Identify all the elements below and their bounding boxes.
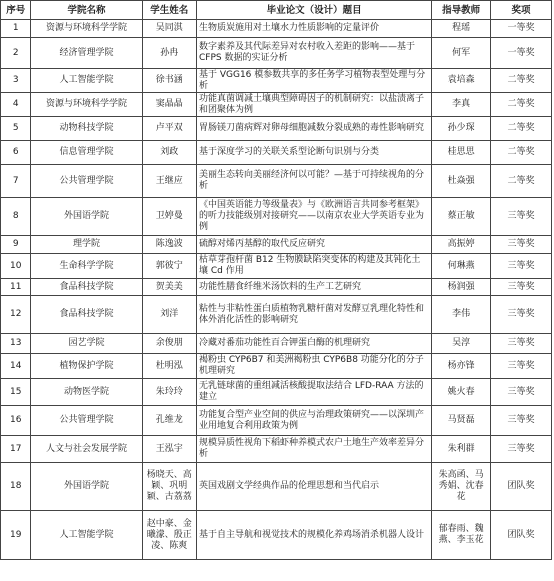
row-award: 一等奖 (490, 20, 551, 38)
header-no: 序号 (1, 1, 31, 20)
row-title: 规模异质性视角下稻虾种养模式农户土地生产效率差异分析 (196, 436, 431, 463)
row-award: 三等奖 (490, 379, 551, 406)
row-no: 2 (1, 38, 31, 69)
row-no: 10 (1, 254, 31, 279)
header-student: 学生姓名 (142, 1, 196, 20)
row-no: 12 (1, 296, 31, 334)
row-student: 杨晓天、高颖、巩明颖、古荔荔 (142, 463, 196, 511)
row-college: 园艺学院 (31, 334, 142, 354)
row-title: 胃肠镁刀菌病辉对卵母细胞减数分裂成熟的毒性影响研究 (196, 117, 431, 141)
row-title: 功能复合型产业空间的供应与治理政策研究——以深圳产业用地复合利用政策为例 (196, 406, 431, 436)
row-title: 功能真菌调减土壤典型障碍因子的机制研究：以盐渍离子和团聚体为例 (196, 93, 431, 117)
row-advisor: 蔡正敏 (432, 198, 491, 236)
row-no: 6 (1, 141, 31, 165)
row-student: 徐书涵 (142, 69, 196, 93)
row-advisor: 何军 (432, 38, 491, 69)
row-college: 人工智能学院 (31, 511, 142, 560)
row-advisor: 吴淳 (432, 334, 491, 354)
row-student: 贺美美 (142, 279, 196, 296)
table-row (1, 236, 552, 254)
row-no: 7 (1, 165, 31, 198)
header-award: 奖项 (490, 1, 551, 20)
table-row (1, 463, 552, 511)
table-row (1, 141, 552, 165)
row-advisor: 杜焱强 (432, 165, 491, 198)
table-row (1, 20, 552, 38)
row-student: 郭彼宁 (142, 254, 196, 279)
table-body (1, 20, 552, 560)
row-title: 基于深度学习的关联关系型论断句识别与分类 (196, 141, 431, 165)
row-advisor: 朱利群 (432, 436, 491, 463)
row-advisor: 何琳燕 (432, 254, 491, 279)
row-award: 三等奖 (490, 254, 551, 279)
row-title: 英国戏剧文学经典作品的伦理思想和当代启示 (196, 463, 431, 511)
row-college: 理学院 (31, 236, 142, 254)
row-student: 王泓宇 (142, 436, 196, 463)
row-college: 经济管理学院 (31, 38, 142, 69)
row-award: 二等奖 (490, 69, 551, 93)
row-college: 动物医学院 (31, 379, 142, 406)
row-award: 二等奖 (490, 93, 551, 117)
row-advisor: 桂思思 (432, 141, 491, 165)
row-title: 美丽生态转向美丽经济何以可能？—基于可持续视角的分析 (196, 165, 431, 198)
row-advisor: 程瑶 (432, 20, 491, 38)
row-title: 基于自主导航和视觉技术的规模化养鸡场消杀机器人设计 (196, 511, 431, 560)
row-no: 1 (1, 20, 31, 38)
row-no: 18 (1, 463, 31, 511)
row-student: 吴同淇 (142, 20, 196, 38)
table-header (1, 1, 552, 20)
row-college: 食品科技学院 (31, 296, 142, 334)
row-title: 生物质炭施用对土壤水力性质影响的定量评价 (196, 20, 431, 38)
table-row (1, 254, 552, 279)
table-row (1, 334, 552, 354)
row-title: 枯草芽孢杆菌 B12 生物膜缺陷突变体的构建及其钝化土壤 Cd 作用 (196, 254, 431, 279)
row-advisor: 杨润强 (432, 279, 491, 296)
row-award: 二等奖 (490, 117, 551, 141)
row-advisor: 李伟 (432, 296, 491, 334)
row-title: 《中国英语能力等级量表》与《欧洲语言共同参考框架》的听力技能级别对接研究——以南京农业大学英语专业为例 (196, 198, 431, 236)
row-award: 三等奖 (490, 334, 551, 354)
row-college: 外国语学院 (31, 463, 142, 511)
row-award: 二等奖 (490, 141, 551, 165)
row-no: 15 (1, 379, 31, 406)
row-title: 基于 VGG16 模参数共享的多任务学习植物表型处理与分析 (196, 69, 431, 93)
row-no: 9 (1, 236, 31, 254)
table-row (1, 165, 552, 198)
row-college: 外国语学院 (31, 198, 142, 236)
row-no: 5 (1, 117, 31, 141)
row-no: 11 (1, 279, 31, 296)
row-advisor: 郁春雨、魏燕、李玉花 (432, 511, 491, 560)
row-student: 刘洋 (142, 296, 196, 334)
table-row (1, 117, 552, 141)
row-title: 硫醇对烯丙基醇的取代反应研究 (196, 236, 431, 254)
row-advisor: 朱高函、马秀娟、沈春花 (432, 463, 491, 511)
row-title: 无乳链球菌的重组减活核酸提取法结合 LFD-RAA 方法的建立 (196, 379, 431, 406)
row-student: 孙冉 (142, 38, 196, 69)
table-row (1, 198, 552, 236)
header-college: 学院名称 (31, 1, 142, 20)
row-college: 公共管理学院 (31, 406, 142, 436)
row-advisor: 杨亦锋 (432, 354, 491, 379)
row-award: 三等奖 (490, 236, 551, 254)
table-row (1, 296, 552, 334)
row-no: 16 (1, 406, 31, 436)
row-award: 三等奖 (490, 406, 551, 436)
row-award: 三等奖 (490, 354, 551, 379)
row-award: 团队奖 (490, 463, 551, 511)
row-title: 冷藏对番茄功能性百合钾蛋白酶的机理研究 (196, 334, 431, 354)
row-student: 卢平双 (142, 117, 196, 141)
row-title: 粘性与非粘性蛋白质植物乳糖杆菌对发酵豆乳理化特性和体外消化活性的影响研究 (196, 296, 431, 334)
table-row (1, 406, 552, 436)
row-student: 朱玲玲 (142, 379, 196, 406)
table-row (1, 379, 552, 406)
row-advisor: 李真 (432, 93, 491, 117)
row-title: 褐粉虫 CYP6B7 和美洲褐粉虫 CYP6B8 功能分化的分子机理研究 (196, 354, 431, 379)
row-college: 人文与社会发展学院 (31, 436, 142, 463)
row-advisor: 马贤磊 (432, 406, 491, 436)
row-no: 8 (1, 198, 31, 236)
row-college: 人工智能学院 (31, 69, 142, 93)
row-student: 杜明泓 (142, 354, 196, 379)
row-student: 刘政 (142, 141, 196, 165)
row-award: 三等奖 (490, 296, 551, 334)
row-award: 团队奖 (490, 511, 551, 560)
table-row (1, 354, 552, 379)
row-student: 孔维龙 (142, 406, 196, 436)
row-college: 生命科学学院 (31, 254, 142, 279)
row-student: 赵中豪、金曦濛、殷正凌、陈爽 (142, 511, 196, 560)
row-student: 陈逸波 (142, 236, 196, 254)
row-college: 资源与环境科学学院 (31, 20, 142, 38)
table-row (1, 511, 552, 560)
row-title: 功能性膳食纤维米汤饮料的生产工艺研究 (196, 279, 431, 296)
row-college: 信息管理学院 (31, 141, 142, 165)
header-advisor: 指导教师 (432, 1, 491, 20)
row-award: 三等奖 (490, 279, 551, 296)
row-no: 13 (1, 334, 31, 354)
row-award: 一等奖 (490, 38, 551, 69)
row-college: 植物保护学院 (31, 354, 142, 379)
row-no: 4 (1, 93, 31, 117)
row-student: 卫婷曼 (142, 198, 196, 236)
row-college: 资源与环境科学学院 (31, 93, 142, 117)
row-no: 17 (1, 436, 31, 463)
table-row (1, 69, 552, 93)
row-advisor: 袁培森 (432, 69, 491, 93)
header-row (1, 1, 552, 20)
row-no: 3 (1, 69, 31, 93)
row-college: 动物科技学院 (31, 117, 142, 141)
row-award: 二等奖 (490, 165, 551, 198)
row-college: 食品科技学院 (31, 279, 142, 296)
row-advisor: 姚火春 (432, 379, 491, 406)
row-advisor: 孙少琛 (432, 117, 491, 141)
row-no: 19 (1, 511, 31, 560)
table-row (1, 38, 552, 69)
table-row (1, 93, 552, 117)
row-award: 三等奖 (490, 198, 551, 236)
row-award: 三等奖 (490, 436, 551, 463)
row-title: 数字素养及其代际差异对农村收入差距的影响——基于 CFPS 数据的实证分析 (196, 38, 431, 69)
row-student: 余俊朋 (142, 334, 196, 354)
table-row (1, 279, 552, 296)
row-college: 公共管理学院 (31, 165, 142, 198)
row-student: 王继应 (142, 165, 196, 198)
row-no: 14 (1, 354, 31, 379)
table-row (1, 436, 552, 463)
row-advisor: 高振婷 (432, 236, 491, 254)
row-student: 窦晶晶 (142, 93, 196, 117)
header-title: 毕业论文（设计）题目 (196, 1, 431, 20)
